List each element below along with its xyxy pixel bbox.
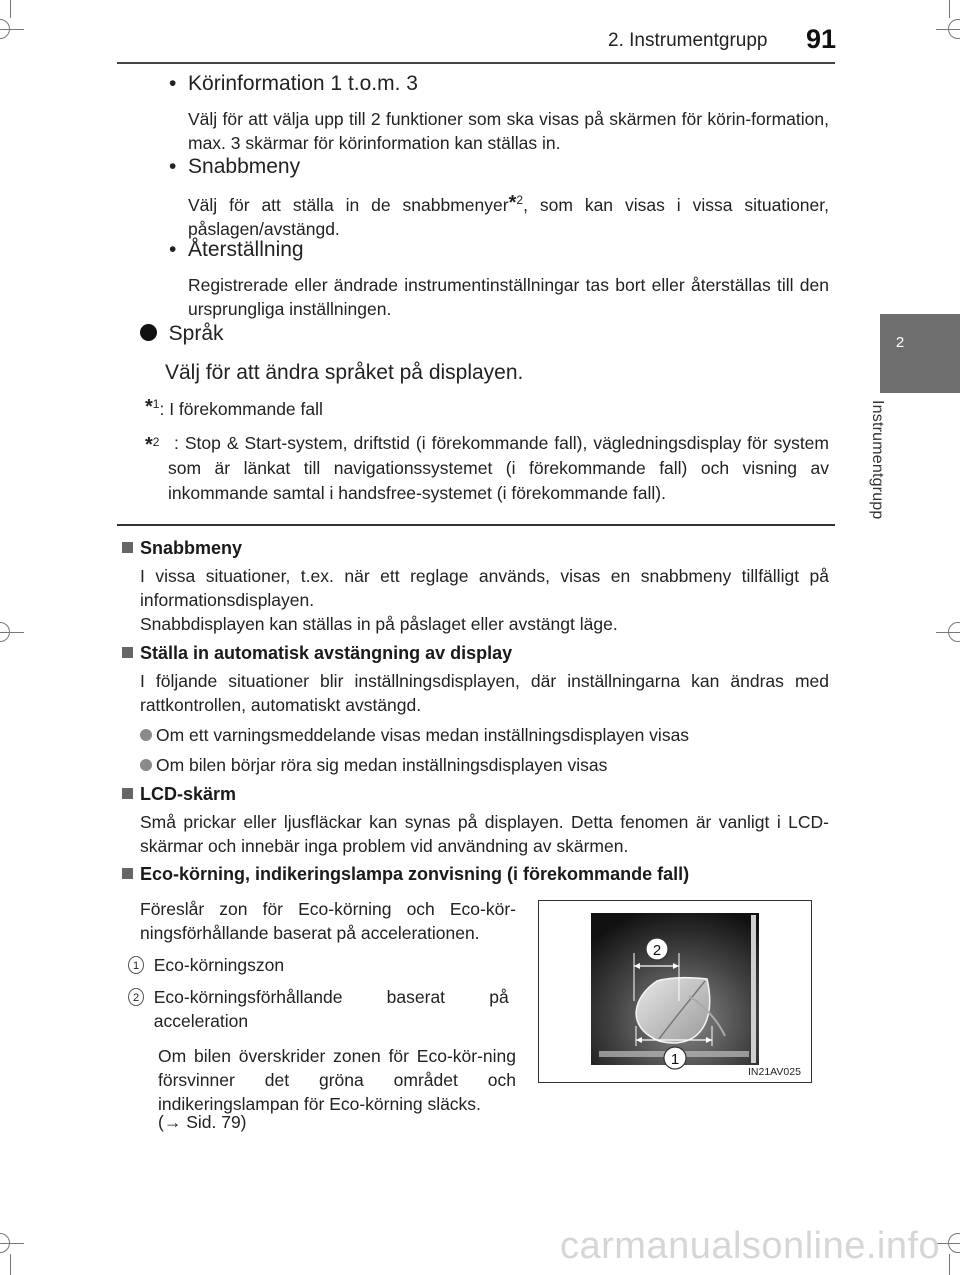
list-item: Om ett varningsmeddelande visas medan inställningsdisplayen visas xyxy=(140,723,689,747)
section-text-lcd: Små prickar eller ljusfläckar kan synas på displayen. Detta fenomen är vanligt i LCD-skärmar och innebär inga problem vid användning av skärmen. xyxy=(140,812,829,856)
bullet-text-drive-info: Välj för att välja upp till 2 funktioner som ska visas på skärmen för körin-formation, max. 3 skärmar för körinformation kan ställas in. xyxy=(188,109,829,153)
bullet-dot-icon xyxy=(140,729,152,741)
section-title-auto-off: Ställa in automatisk avstängning av display xyxy=(122,643,512,664)
page-number: 91 xyxy=(806,24,837,54)
header-rule xyxy=(117,62,835,64)
chapter-number: 2 xyxy=(895,334,905,351)
eco-leaf-illustration xyxy=(539,901,810,1081)
callout-1-label: 1 xyxy=(670,1051,680,1068)
footnote-2-mark: *$^2$ xyxy=(145,433,160,456)
eco-note: Om bilen överskrider zonen för Eco-kör-ning försvinner det gröna området och indikeringslampan för Eco-körning släcks. xyxy=(158,1046,516,1114)
square-bullet-icon xyxy=(122,542,133,553)
section-title-eco: Eco-körning, indikeringslampa zonvisning (i förekommande fall) xyxy=(122,864,689,885)
bullet-text-reset: Registrerade eller ändrade instrumentinställningar tas bort eller återställas till den ursprungliga inställningen. xyxy=(188,275,829,319)
square-bullet-icon xyxy=(122,647,133,658)
eco-zone-figure xyxy=(538,900,812,1083)
section-text-auto-off: I följande situationer blir inställningsdisplayen, där inställningarna kan ändras med rattkontrollen, automatiskt avstängd. xyxy=(140,671,829,715)
section-text-quick-menu: I vissa situationer, t.ex. när ett reglage används, visas en snabbmeny tillfälligt på informationsdisplayen. xyxy=(140,566,829,610)
list-item: Om bilen börjar röra sig medan inställningsdisplayen visas xyxy=(140,753,607,777)
footnote-2-text: : Stop & Start-system, driftstid (i förekommande fall), vägledningsdisplay för system som är länkat till navigationssystemet (i förekommande fall) och visning av inkommande samtal i handsfree-systemet (i förekommande fall). xyxy=(168,433,829,503)
eco-item-2: 2 Eco-körningsförhållande baserat på acceleration xyxy=(128,985,516,1033)
chapter-tab xyxy=(880,314,960,393)
language-title: Språk xyxy=(140,322,224,346)
section-text-quick-menu-2: Snabbdisplayen kan ställas in på påslaget eller avstängt läge. xyxy=(140,614,618,634)
bullet-title-drive-info: • Körinformation 1 t.o.m. 3 xyxy=(169,72,418,95)
language-text: Välj för att ändra språket på displayen. xyxy=(165,361,524,384)
footnote-1: *$^1$: I förekommande fall xyxy=(145,395,323,419)
eco-item-1: 1 Eco-körningszon xyxy=(128,953,284,977)
watermark: carmanualsonline.info xyxy=(560,1225,941,1267)
bullet-dot-icon xyxy=(140,759,152,771)
bullet-text-quick-menu: Välj för att ställa in de snabbmenyer*$^2$, som kan visas i vissa situationer, påslagen/avstängd. xyxy=(188,191,829,239)
bullet-dot-icon xyxy=(140,324,157,341)
chapter-label: Instrumentgrupp xyxy=(869,400,886,520)
bullet-title-quick-menu: • Snabbmeny xyxy=(169,155,301,178)
section-title-lcd: LCD-skärm xyxy=(122,784,236,805)
eco-page-ref[interactable]: (→ Sid. 79) xyxy=(158,1112,247,1132)
section-title: 2. Instrumentgrupp xyxy=(608,30,768,51)
eco-intro: Föreslår zon för Eco-körning och Eco-kör-ningsförhållande baserat på accelerationen. xyxy=(140,899,516,943)
callout-2-label: 2 xyxy=(652,942,662,959)
section-title-quick-menu: Snabbmeny xyxy=(122,538,242,559)
section-rule xyxy=(117,524,835,526)
bullet-title-reset: • Återställning xyxy=(169,238,304,261)
figure-caption: IN21AV025 xyxy=(748,1066,801,1078)
square-bullet-icon xyxy=(122,868,133,879)
square-bullet-icon xyxy=(122,788,133,799)
